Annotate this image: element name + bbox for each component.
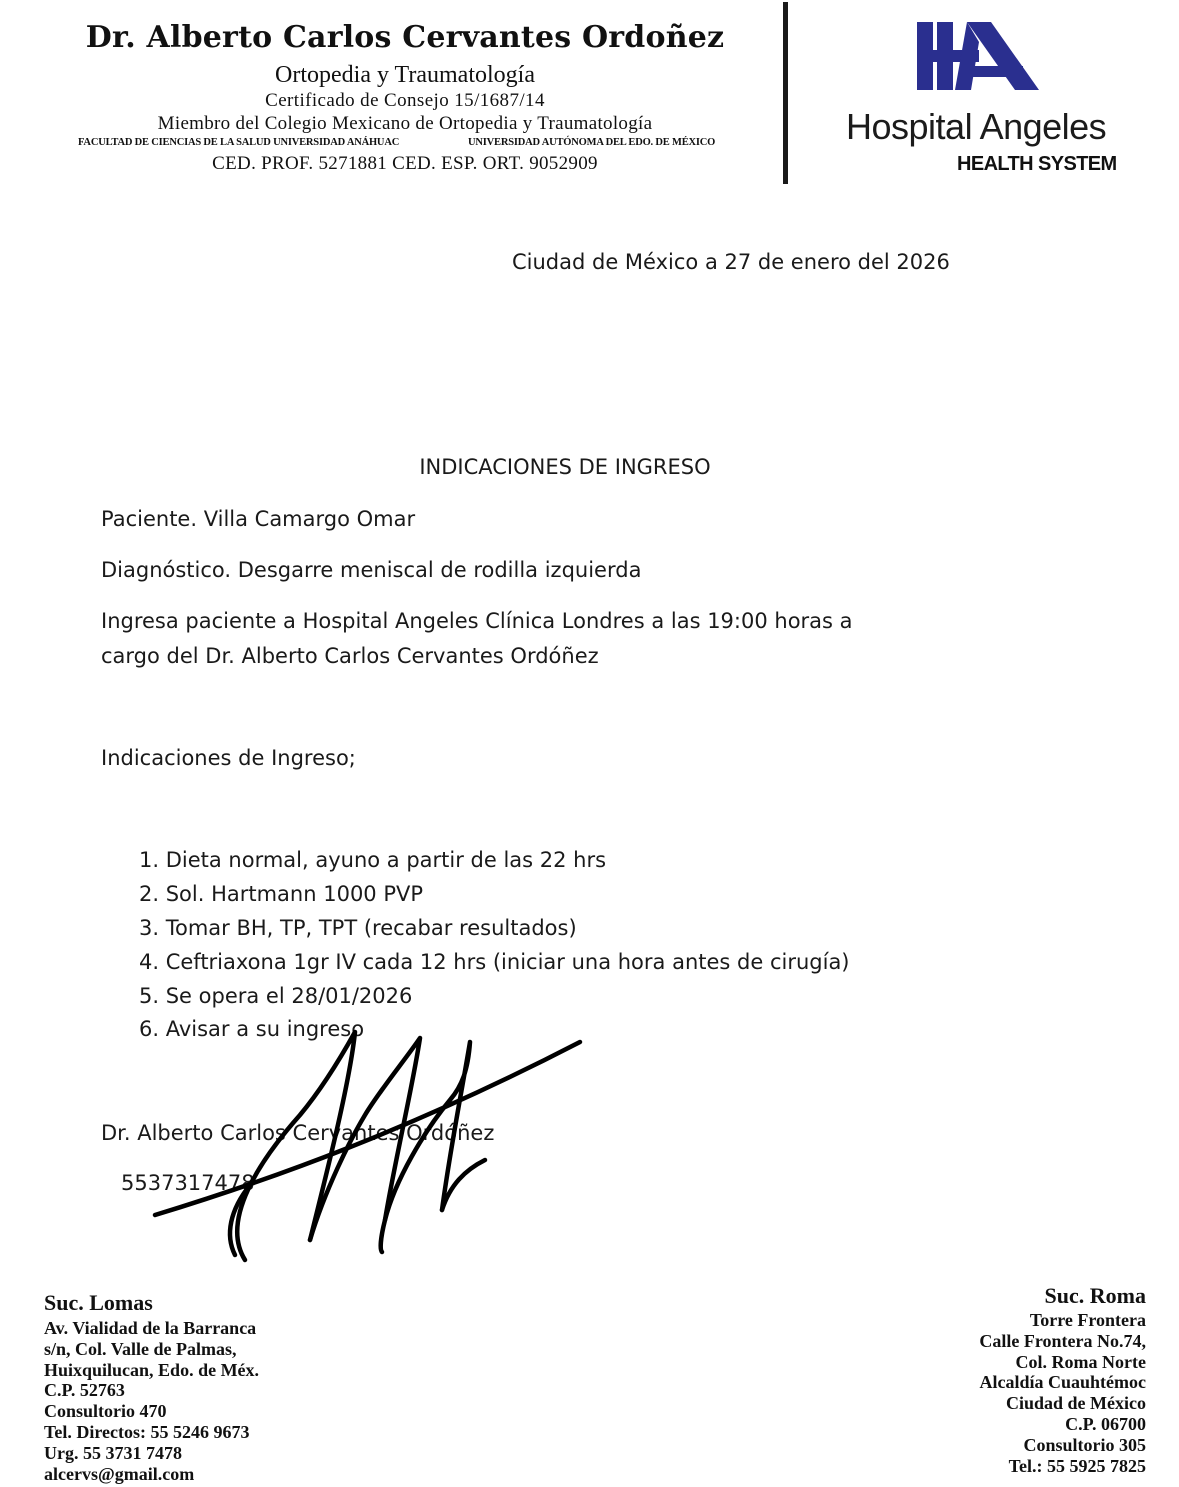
order-item: 3. Tomar BH, TP, TPT (recabar resultados) [139, 916, 577, 940]
admission-text-line-2: cargo del Dr. Alberto Carlos Cervantes Ordóñez [101, 644, 599, 668]
doctor-name: Dr. Alberto Carlos Cervantes Ordoñez [85, 20, 725, 55]
order-item: 2. Sol. Hartmann 1000 PVP [139, 882, 424, 906]
branch-roma [979, 1283, 1146, 1476]
faculty-anahuac: FACULTAD DE CIENCIAS DE LA SALUD UNIVERSIDAD ANÁHUAC [78, 137, 400, 148]
college-membership: Miembro del Colegio Mexicano de Ortopedia y Traumatología [157, 113, 653, 134]
branch-roma-line: Ciudad de México [1005, 1393, 1146, 1414]
board-certificate: Certificado de Consejo 15/1687/14 [265, 90, 545, 111]
branch-lomas-title: Suc. Lomas [44, 1290, 153, 1315]
branch-lomas-line: Av. Vialidad de la Barranca [44, 1318, 257, 1338]
branch-roma-line: Calle Frontera No.74, [979, 1330, 1146, 1351]
branch-lomas-line: Huixquilucan, Edo. de Méx. [44, 1359, 260, 1380]
diagnosis-line: Diagnóstico. Desgarre meniscal de rodilla izquierda [101, 558, 642, 582]
hospital-subtitle: HEALTH SYSTEM [957, 153, 1117, 175]
branch-roma-line: Col. Roma Norte [1015, 1351, 1146, 1372]
branch-lomas-line: s/n, Col. Valle de Palmas, [44, 1338, 237, 1359]
hospital-angeles-logo-icon [915, 20, 1040, 92]
faculty-uaemex: UNIVERSIDAD AUTÓNOMA DEL EDO. DE MÉXICO [468, 137, 716, 148]
professional-licenses: CED. PROF. 5271881 CED. ESP. ORT. 9052909 [212, 153, 598, 174]
branch-roma-line: Torre Frontera [1029, 1310, 1146, 1330]
branch-lomas-line: Consultorio 470 [44, 1401, 167, 1422]
hospital-name: Hospital Angeles [846, 106, 1107, 147]
signatory-phone: 5537317478 [121, 1171, 255, 1195]
branch-lomas-line: C.P. 52763 [44, 1380, 125, 1401]
specialty: Ortopedia y Traumatología [275, 62, 535, 88]
admission-text-line-1: Ingresa paciente a Hospital Angeles Clínica Londres a las 19:00 horas a [101, 609, 853, 633]
branch-lomas-line: Tel. Directos: 55 5246 9673 [44, 1421, 250, 1442]
branch-lomas [44, 1290, 259, 1484]
branch-roma-line: Consultorio 305 [1023, 1434, 1146, 1455]
signatory-name: Dr. Alberto Carlos Cervantes Ordóñez [101, 1121, 495, 1145]
order-item: 6. Avisar a su ingreso [139, 1017, 365, 1041]
patient-line: Paciente. Villa Camargo Omar [101, 507, 416, 531]
order-item: 5. Se opera el 28/01/2026 [139, 984, 413, 1008]
document-title: INDICACIONES DE INGRESO [419, 455, 711, 479]
header-divider [783, 2, 788, 184]
handwritten-signature-icon [150, 1020, 590, 1270]
branch-roma-line: Alcaldía Cuauhtémoc [979, 1372, 1146, 1393]
date-line: Ciudad de México a 27 de enero del 2026 [512, 250, 950, 274]
branch-roma-title: Suc. Roma [1044, 1283, 1146, 1308]
order-item: 1. Dieta normal, ayuno a partir de las 22 hrs [139, 848, 607, 872]
branch-roma-line: Tel.: 55 5925 7825 [1008, 1455, 1146, 1476]
branch-lomas-email: alcervs@gmail.com [44, 1463, 195, 1484]
orders-heading: Indicaciones de Ingreso; [101, 746, 356, 770]
order-item: 4. Ceftriaxona 1gr IV cada 12 hrs (iniciar una hora antes de cirugía) [139, 950, 850, 974]
branch-roma-line: C.P. 06700 [1065, 1413, 1146, 1434]
branch-lomas-line: Urg. 55 3731 7478 [44, 1442, 182, 1463]
